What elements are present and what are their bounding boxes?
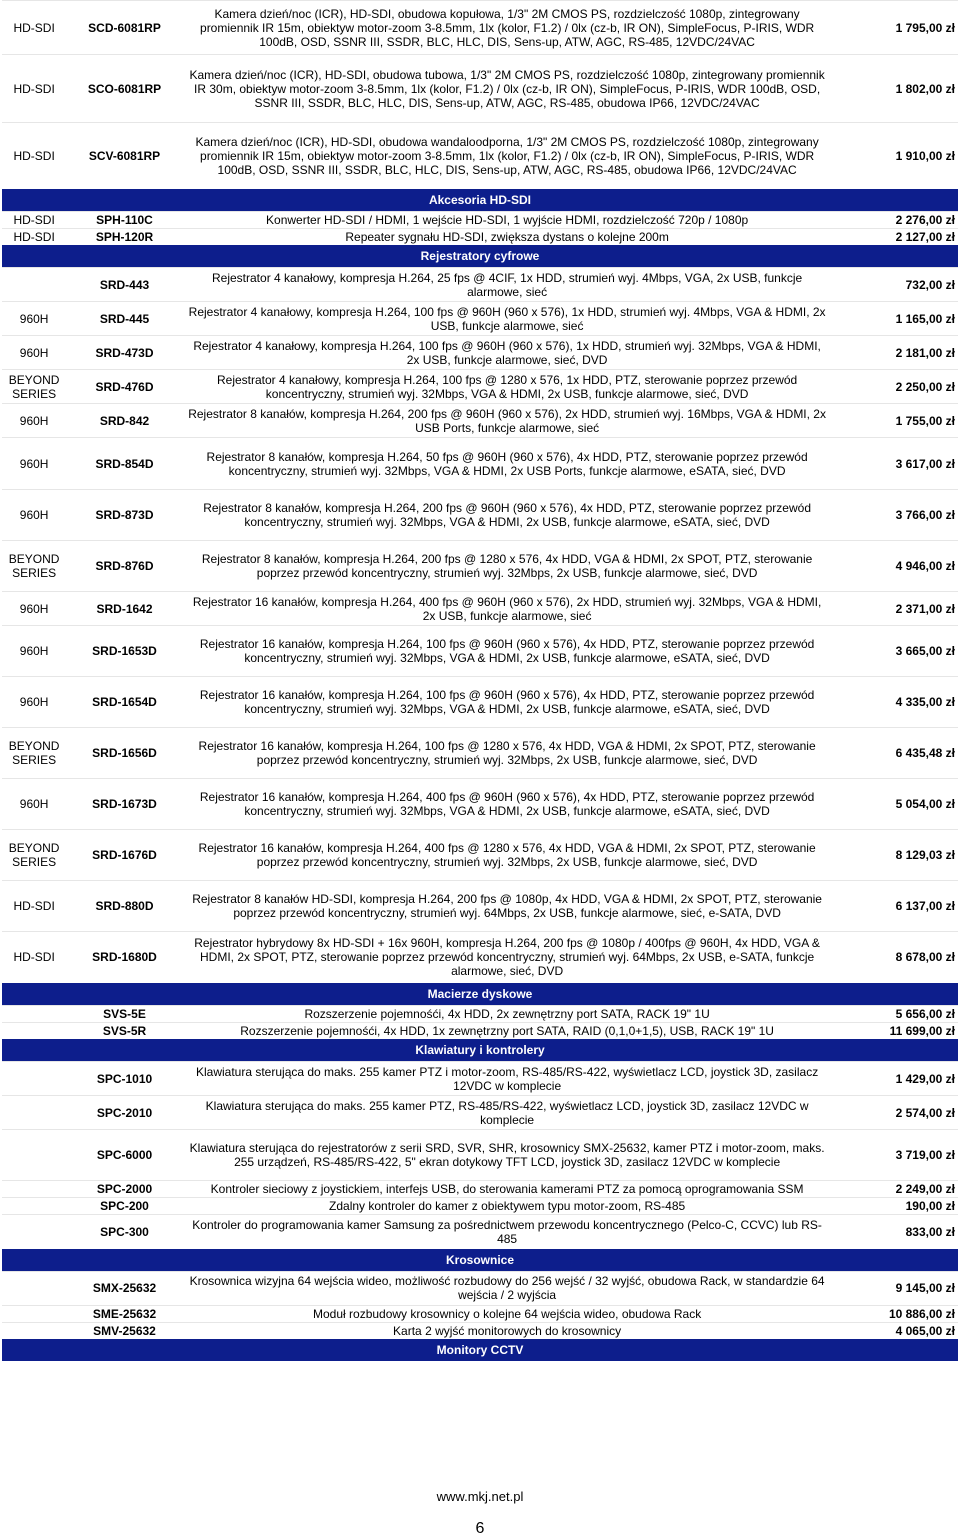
product-series [2,1130,66,1181]
product-row [2,1022,958,1039]
product-model: SRD-445 [66,302,182,336]
product-description: Zdalny kontroler do kamer z obiektywem typu motor-zoom, RS-485 [183,1198,832,1215]
product-price: 2 371,00 zł [831,592,958,626]
product-model: SPC-6000 [66,1130,182,1181]
product-row [2,881,958,932]
product-description: Krosownica wizyjna 64 wejścia wideo, możliwość rozbudowy do 256 wejść / 32 wyjść, obudowa Rack, w standardzie 64 wejścia / 2 wyjścia [183,1271,832,1305]
page-number: 6 [475,1520,485,1537]
product-row [2,404,958,438]
price-table [2,0,958,1361]
product-price: 3 766,00 zł [831,490,958,541]
product-model: SRD-1656D [66,728,182,779]
product-row [2,1181,958,1198]
product-row [2,626,958,677]
product-row [2,302,958,336]
product-description: Klawiatura sterująca do rejestratorów z serii SRD, SVR, SHR, krosownicy SMX-25632, kamer PTZ i motor-zoom, maks. 255 urządzeń, RS-485/RS-422, 5" ekran dotykowy TFT LCD, joystick 3D, zasilacz 12VDC w komplecie [183,1130,832,1181]
product-model: SRD-1676D [66,830,182,881]
product-price: 6 137,00 zł [831,881,958,932]
product-series: 960H [2,677,66,728]
product-series: BEYOND SERIES [2,370,66,404]
product-series: 960H [2,438,66,490]
product-description: Rejestrator 8 kanałów, kompresja H.264, 200 fps @ 1280 x 576, 4x HDD, VGA & HDMI, 2x SPOT, PTZ, sterowanie poprzez przewód koncentryczny, strumień wyj. 32Mbps, 2x USB, funkcje alarmowe, sieć, DVD [183,541,832,592]
product-row [2,592,958,626]
product-series: 960H [2,336,66,370]
product-row [2,1130,958,1181]
product-series [2,1022,66,1039]
product-series: HD-SDI [2,211,66,228]
product-description: Rozszerzenie pojemnośći, 4x HDD, 1x zewnętrzny port SATA, RAID (0,1,0+1,5), USB, RACK 19" 1U [183,1022,832,1039]
product-model: SRD-842 [66,404,182,438]
section-header [2,245,958,268]
product-row [2,779,958,830]
product-series: HD-SDI [2,228,66,245]
product-row [2,677,958,728]
product-description: Rejestrator 8 kanałów HD-SDI, kompresja H.264, 200 fps @ 1080p, 4x HDD, VGA & HDMI, 2x SPOT, PTZ, sterowanie poprzez przewód koncentryczny, strumień wyj. 64Mbps, 2x USB, funkcje alarmowe, sieć, e-SATA, DVD [183,881,832,932]
product-price: 190,00 zł [831,1198,958,1215]
product-row [2,336,958,370]
product-series [2,268,66,302]
section-header-title: Macierze dyskowe [2,983,958,1006]
section-header [2,189,958,212]
product-row [2,1,958,55]
section-header [2,983,958,1006]
product-price: 4 946,00 zł [831,541,958,592]
product-price: 1 795,00 zł [831,1,958,55]
product-series: HD-SDI [2,1,66,55]
product-price: 4 065,00 zł [831,1322,958,1339]
price-table-body [2,1,958,1362]
product-model: SRD-854D [66,438,182,490]
product-series [2,1062,66,1096]
section-header [2,1249,958,1272]
product-row [2,1005,958,1022]
product-price: 5 656,00 zł [831,1005,958,1022]
product-description: Rejestrator hybrydowy 8x HD-SDI + 16x 960H, kompresja H.264, 200 fps @ 1080p / 400fps @ 960H, 4x HDD, VGA & HDMI, 2x SPOT, PTZ, sterowanie poprzez przewód koncentryczny, strumień wyj. 64Mbps, 2x USB, e-SATA, funkcje alarmowe, sieć, DVD [183,932,832,983]
product-model: SPC-300 [66,1215,182,1249]
product-price: 2 127,00 zł [831,228,958,245]
product-row [2,1322,958,1339]
product-description: Rejestrator 16 kanałów, kompresja H.264, 100 fps @ 1280 x 576, 4x HDD, VGA & HDMI, 2x SPOT, PTZ, sterowanie poprzez przewód koncentryczny, strumień wyj. 32Mbps, 2x USB, funkcje alarmowe, sieć, DVD [183,728,832,779]
product-series [2,1322,66,1339]
product-model: SVS-5R [66,1022,182,1039]
product-row [2,1096,958,1130]
product-model: SME-25632 [66,1305,182,1322]
product-price: 833,00 zł [831,1215,958,1249]
product-series: HD-SDI [2,932,66,983]
product-series: HD-SDI [2,55,66,123]
product-price: 1 802,00 zł [831,55,958,123]
product-description: Rejestrator 4 kanałowy, kompresja H.264, 100 fps @ 960H (960 x 576), 1x HDD, strumień wyj. 4Mbps, VGA & HDMI, 2x USB, funkcje alarmowe, sieć [183,302,832,336]
product-series: 960H [2,404,66,438]
product-row [2,123,958,189]
product-row [2,370,958,404]
product-series [2,1198,66,1215]
product-model: SCO-6081RP [66,55,182,123]
product-series: 960H [2,626,66,677]
product-series: 960H [2,302,66,336]
product-row [2,211,958,228]
product-price: 3 617,00 zł [831,438,958,490]
product-model: SPC-200 [66,1198,182,1215]
section-header-title: Akcesoria HD-SDI [2,189,958,212]
section-header-title: Klawiatury i kontrolery [2,1039,958,1062]
product-price: 2 276,00 zł [831,211,958,228]
product-price: 10 886,00 zł [831,1305,958,1322]
product-series [2,1271,66,1305]
product-description: Kontroler sieciowy z joystickiem, interfejs USB, do sterowania kamerami PTZ za pomocą oprogramowania SSM [183,1181,832,1198]
product-model: SRD-1680D [66,932,182,983]
product-model: SVS-5E [66,1005,182,1022]
product-price: 4 335,00 zł [831,677,958,728]
product-description: Kontroler do programowania kamer Samsung za pośrednictwem przewodu koncentrycznego (Pelco-C, CCVC) lub RS-485 [183,1215,832,1249]
product-series: 960H [2,592,66,626]
product-price: 1 910,00 zł [831,123,958,189]
product-row [2,490,958,541]
product-model: SMX-25632 [66,1271,182,1305]
section-header [2,1039,958,1062]
product-description: Konwerter HD-SDI / HDMI, 1 wejście HD-SDI, 1 wyjście HDMI, rozdzielczość 720p / 1080p [183,211,832,228]
product-model: SMV-25632 [66,1322,182,1339]
product-row [2,541,958,592]
product-model: SRD-876D [66,541,182,592]
product-model: SPC-1010 [66,1062,182,1096]
product-description: Rejestrator 16 kanałów, kompresja H.264, 400 fps @ 960H (960 x 576), 4x HDD, PTZ, sterowanie poprzez przewód koncentryczny, strumień wyj. 32Mbps, VGA & HDMI, 2x USB, funkcje alarmowe, eSATA, sieć, DVD [183,779,832,830]
product-row [2,932,958,983]
product-series: BEYOND SERIES [2,541,66,592]
product-price: 732,00 zł [831,268,958,302]
product-row [2,1271,958,1305]
product-price: 8 678,00 zł [831,932,958,983]
product-description: Rejestrator 16 kanałów, kompresja H.264, 100 fps @ 960H (960 x 576), 4x HDD, PTZ, sterowanie poprzez przewód koncentryczny, strumień wyj. 32Mbps, VGA & HDMI, 2x USB, funkcje alarmowe, eSATA, sieć, DVD [183,626,832,677]
product-price: 3 719,00 zł [831,1130,958,1181]
product-row [2,830,958,881]
product-row [2,55,958,123]
product-row [2,228,958,245]
product-series [2,1305,66,1322]
product-series: HD-SDI [2,881,66,932]
product-price: 11 699,00 zł [831,1022,958,1039]
product-row [2,1305,958,1322]
product-price: 1 755,00 zł [831,404,958,438]
product-description: Kamera dzień/noc (ICR), HD-SDI, obudowa wandaloodporna, 1/3" 2M CMOS PS, rozdzielczość 1080p, zintegrowany promiennik IR 15m, obiektyw motor-zoom 3-8.5mm, 1lx (kolor, F1.2) / 0lx (cz-b, IR ON), SimpleFocus, P-IRIS, WDR 100dB, OSD, SSNR III, SSDR, BLC, HLC, DIS, Sens-up, ATW, AGC, RS-485, obudowa IP66, 12VDC/24VAC [183,123,832,189]
product-price: 1 429,00 zł [831,1062,958,1096]
product-description: Rejestrator 8 kanałów, kompresja H.264, 50 fps @ 960H (960 x 576), 4x HDD, PTZ, sterowanie poprzez przewód koncentryczny, strumień wyj. 32Mbps, VGA & HDMI, 2x USB Ports, funkcje alarmowe, eSATA, sieć, DVD [183,438,832,490]
product-series: HD-SDI [2,123,66,189]
product-series [2,1181,66,1198]
product-row [2,1215,958,1249]
product-model: SRD-880D [66,881,182,932]
product-row [2,438,958,490]
product-model: SRD-443 [66,268,182,302]
product-series [2,1005,66,1022]
product-row [2,1198,958,1215]
product-description: Rozszerzenie pojemnośći, 4x HDD, 2x zewnętrzny port SATA, RACK 19" 1U [183,1005,832,1022]
product-model: SRD-1654D [66,677,182,728]
product-description: Rejestrator 16 kanałów, kompresja H.264, 400 fps @ 960H (960 x 576), 2x HDD, strumień wyj. 32Mbps, VGA & HDMI, 2x USB, funkcje alarmowe, sieć [183,592,832,626]
product-description: Klawiatura sterująca do maks. 255 kamer PTZ, RS-485/RS-422, wyświetlacz LCD, joystick 3D, zasilacz 12VDC w komplecie [183,1096,832,1130]
product-model: SCV-6081RP [66,123,182,189]
product-model: SPH-110C [66,211,182,228]
section-header-title: Krosownice [2,1249,958,1272]
footer-website-url[interactable]: www.mkj.net.pl [436,1489,524,1504]
product-model: SPC-2000 [66,1181,182,1198]
product-description: Moduł rozbudowy krosownicy o kolejne 64 wejścia wideo, obudowa Rack [183,1305,832,1322]
product-model: SCD-6081RP [66,1,182,55]
product-price: 2 181,00 zł [831,336,958,370]
section-header-title: Monitory CCTV [2,1339,958,1361]
product-description: Rejestrator 4 kanałowy, kompresja H.264, 100 fps @ 960H (960 x 576), 1x HDD, strumień wyj. 32Mbps, VGA & HDMI, 2x USB, funkcje alarmowe, sieć, DVD [183,336,832,370]
product-description: Repeater sygnału HD-SDI, zwiększa dystans o kolejne 200m [183,228,832,245]
product-price: 3 665,00 zł [831,626,958,677]
product-model: SPC-2010 [66,1096,182,1130]
product-price: 9 145,00 zł [831,1271,958,1305]
product-series: 960H [2,779,66,830]
product-description: Kamera dzień/noc (ICR), HD-SDI, obudowa tubowa, 1/3" 2M CMOS PS, rozdzielczość 1080p, zintegrowany promiennik IR 30m, obiektyw motor-zoom 3-8.5mm, 1lx (kolor, F1.2) / 0lx (cz-b, IR ON), SimpleFocus, P-IRIS, WDR 100dB, OSD, SSNR III, SSDR, BLC, HLC, DIS, Sens-up, ATW, AGC, RS-485, obudowa IP66, 12VDC/24VAC [183,55,832,123]
product-series: 960H [2,490,66,541]
product-description: Kamera dzień/noc (ICR), HD-SDI, obudowa kopułowa, 1/3" 2M CMOS PS, rozdzielczość 1080p, zintegrowany promiennik IR 15m, obiektyw motor-zoom 3-8.5mm, 1lx (kolor, F1.2) / 0lx (cz-b, IR ON), SimpleFocus, P-IRIS, WDR 100dB, OSD, SSNR III, SSDR, BLC, HLC, DIS, Sens-up, ATW, AGC, RS-485, 12VDC/24VAC [183,1,832,55]
product-model: SPH-120R [66,228,182,245]
product-price: 5 054,00 zł [831,779,958,830]
section-header [2,1339,958,1361]
product-price: 2 249,00 zł [831,1181,958,1198]
section-header-title: Rejestratory cyfrowe [2,245,958,268]
product-price: 6 435,48 zł [831,728,958,779]
product-row [2,268,958,302]
product-series [2,1096,66,1130]
product-model: SRD-1673D [66,779,182,830]
product-price: 1 165,00 zł [831,302,958,336]
product-description: Klawiatura sterująca do maks. 255 kamer PTZ i motor-zoom, RS-485/RS-422, wyświetlacz LCD, joystick 3D, zasilacz 12VDC w komplecie [183,1062,832,1096]
product-description: Rejestrator 8 kanałów, kompresja H.264, 200 fps @ 960H (960 x 576), 2x HDD, strumień wyj. 16Mbps, VGA & HDMI, 2x USB Ports, funkcje alarmowe, sieć [183,404,832,438]
product-description: Rejestrator 4 kanałowy, kompresja H.264, 100 fps @ 1280 x 576, 1x HDD, PTZ, sterowanie poprzez przewód koncentryczny, strumień wyj. 32Mbps, VGA & HDMI, 2x USB, funkcje alarmowe, sieć, DVD [183,370,832,404]
product-model: SRD-473D [66,336,182,370]
product-description: Rejestrator 16 kanałów, kompresja H.264, 100 fps @ 960H (960 x 576), 4x HDD, PTZ, sterowanie poprzez przewód koncentryczny, strumień wyj. 32Mbps, VGA & HDMI, 2x USB, funkcje alarmowe, eSATA, sieć, DVD [183,677,832,728]
product-series: BEYOND SERIES [2,728,66,779]
product-model: SRD-873D [66,490,182,541]
product-price: 8 129,03 zł [831,830,958,881]
product-series [2,1215,66,1249]
product-description: Rejestrator 8 kanałów, kompresja H.264, 200 fps @ 960H (960 x 576), 4x HDD, PTZ, sterowanie poprzez przewód koncentryczny, strumień wyj. 32Mbps, VGA & HDMI, 2x USB, funkcje alarmowe, eSATA, sieć, DVD [183,490,832,541]
product-model: SRD-476D [66,370,182,404]
product-price: 2 574,00 zł [831,1096,958,1130]
product-model: SRD-1642 [66,592,182,626]
product-model: SRD-1653D [66,626,182,677]
product-description: Rejestrator 4 kanałowy, kompresja H.264, 25 fps @ 4CIF, 1x HDD, strumień wyj. 4Mbps, VGA, 2x USB, funkcje alarmowe, sieć [183,268,832,302]
product-price: 2 250,00 zł [831,370,958,404]
product-description: Rejestrator 16 kanałów, kompresja H.264, 400 fps @ 1280 x 576, 4x HDD, VGA & HDMI, 2x SPOT, PTZ, sterowanie poprzez przewód koncentryczny, strumień wyj. 32Mbps, 2x USB, funkcje alarmowe, sieć, DVD [183,830,832,881]
product-row [2,728,958,779]
product-description: Karta 2 wyjść monitorowych do krosownicy [183,1322,832,1339]
product-row [2,1062,958,1096]
product-series: BEYOND SERIES [2,830,66,881]
